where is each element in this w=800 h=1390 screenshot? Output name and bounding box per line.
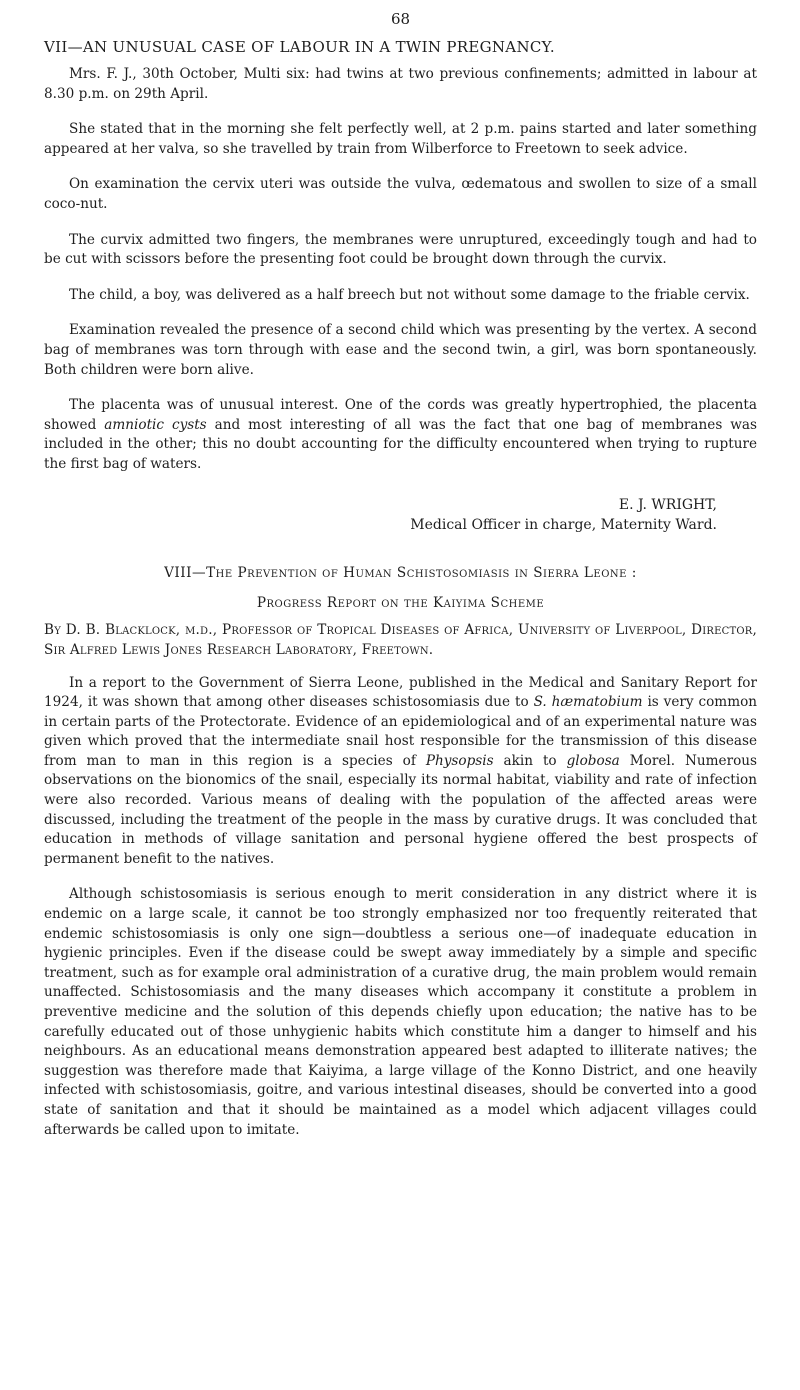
- paragraph: Mrs. F. J., 30th October, Multi six: had twins at two previous confinements; admitted in labour at 8.30 p.m. on 29th April.: [44, 66, 757, 102]
- text-run: Morel. Numerous observations on the bionomics of the snail, especially its normal habitat, viability and rate of infection were also recorded. Various means of dealing with the population of the affected areas were discussed, including the treatment of the people in the mass by curative drugs. It was concluded that education in methods of village sanitation and personal hygiene offered the best prospects of permanent benefit to the natives.: [44, 752, 758, 867]
- text-run: and most interesting of all was the fact that one bag of membranes was included in the other; this no doubt accounting for the difficulty encountered when trying to rupture the first bag of waters.: [44, 416, 757, 472]
- signature-role: Medical Officer in charge, Maternity Ward.: [410, 516, 717, 533]
- italic-term: amniotic cysts: [104, 416, 207, 433]
- section-title: VIII—The Prevention of Human Schistosomiasis in Sierra Leone :: [164, 564, 637, 581]
- byline: By D. B. Blacklock, m.d., Professor of Tropical Diseases of Africa, University of Liverpool, Director, Sir Alfred Lewis Jones Research Laboratory, Freetown.: [44, 621, 757, 658]
- paragraph: She stated that in the morning she felt perfectly well, at 2 p.m. pains started and later something appeared at her valva, so she travelled by train from Wilberforce to Freetown to seek advice.: [44, 121, 757, 157]
- text-run: akin to: [503, 752, 557, 769]
- section-subtitle: Progress Report on the Kaiyima Scheme: [256, 594, 545, 611]
- signature-name: E. J. WRIGHT,: [618, 496, 717, 513]
- page-number: 68: [390, 10, 411, 28]
- italic-term: globosa: [566, 752, 620, 769]
- paragraph: Although schistosomiasis is serious enough to merit consideration in any district where it is endemic on a large scale, it cannot be too strongly emphasized nor too frequently reiterated that endemic schistosomiasis is only one sign—doubtless a serious one—of inadequate education in hygienic principles. Even if the disease could be swept away immediately by a simple and specific treatment, such as for example oral administration of a curative drug, the main problem would remain unaffected. Schistosomiasis and the many diseases which accompany it constitute a problem in preventive medicine and the solution of this depends chiefly upon education; the native has to be carefully educated out of those unhygienic habits which constitute him a danger to himself and his neighbours. As an educational means demonstration appeared best adapted to illiterate natives; the suggestion was therefore made that Kaiyima, a large village of the Konno District, and one heavily infected with schistosomiasis, goitre, and various intestinal diseases, should be converted into a good state of sanitation and that it should be maintained as a model which adjacent villages could afterwards be called upon to imitate.: [44, 886, 757, 1138]
- paragraph: On examination the cervix uteri was outside the vulva, œdematous and swollen to size of a small coco-nut.: [44, 176, 757, 212]
- paragraph: The child, a boy, was delivered as a half breech but not without some damage to the friable cervix.: [69, 286, 750, 303]
- article-title: VII—AN UNUSUAL CASE OF LABOUR IN A TWIN PREGNANCY.: [44, 38, 555, 56]
- italic-term: Physopsis: [425, 752, 494, 769]
- paragraph: Examination revealed the presence of a second child which was presenting by the vertex. A second bag of membranes was torn through with ease and the second twin, a girl, was born spontaneously. Both children were born alive.: [44, 322, 757, 378]
- text-run: is very common in certain parts of the Protectorate. Evidence of an epidemiological and of an experimental nature was given which proved that the intermediate snail host responsible for the transmission of this disease from man to man in this region is a species of: [44, 694, 758, 769]
- paragraph: [44, 674, 757, 870]
- paragraph: [44, 396, 757, 474]
- text-run: In a report to the Government of Sierra Leone, published in the Medical and Sanitary Report for 1924, it was shown that among other diseases schistosomiasis due to: [44, 674, 757, 711]
- text-run: The placenta was of unusual interest. One of the cords was greatly hypertrophied, the placenta showed: [44, 397, 757, 433]
- paragraph: The curvix admitted two fingers, the membranes were unruptured, exceedingly tough and had to be cut with scissors before the presenting foot could be brought down through the curvix.: [44, 231, 757, 268]
- italic-term: S. hæmatobium: [533, 694, 643, 711]
